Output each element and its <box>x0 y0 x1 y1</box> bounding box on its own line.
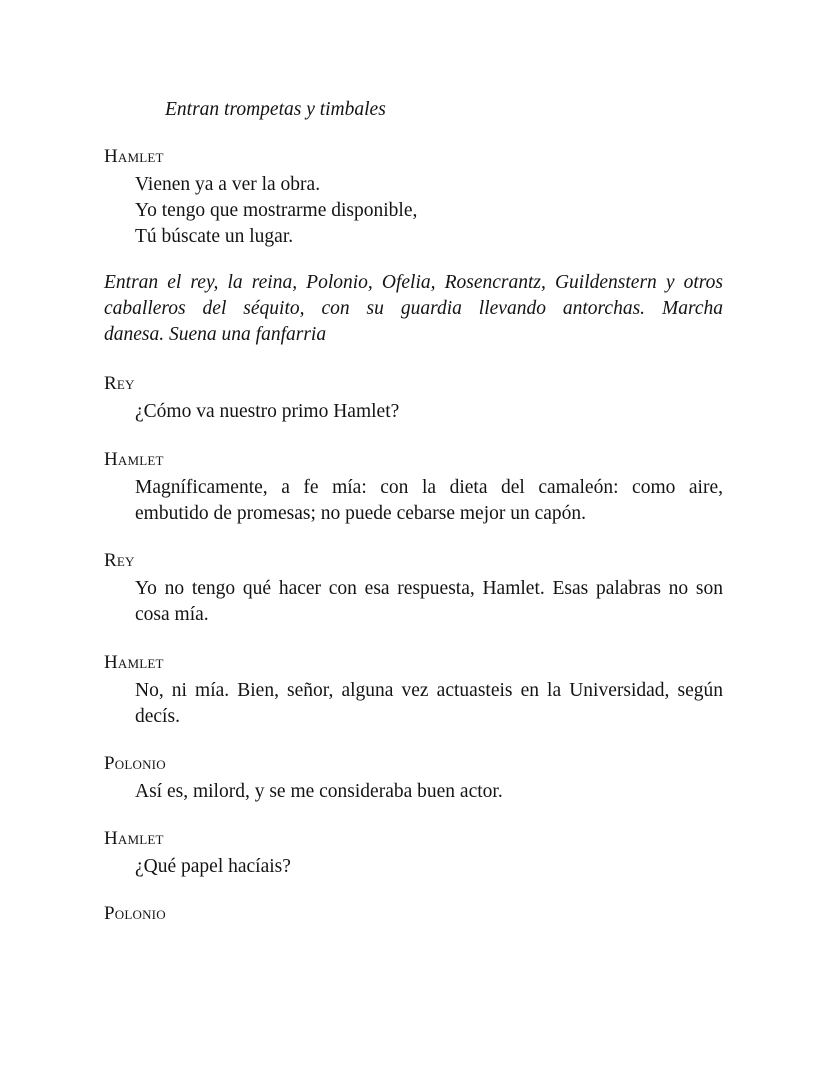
speaker-name: Hamlet <box>104 652 164 673</box>
speech-line: cosa mía. <box>135 604 209 625</box>
speaker-name: Hamlet <box>104 828 164 849</box>
stage-direction-court-entry <box>104 270 723 348</box>
verse-line: Yo tengo que mostrarme disponible, <box>135 200 418 221</box>
speech-paragraph <box>135 678 723 730</box>
speaker-name: Rey <box>104 373 135 394</box>
speech-line: Yo no tengo qué hacer con esa respuesta, Hamlet. Esas palabras no son <box>135 578 723 599</box>
speech-line: decís. <box>135 706 180 727</box>
verse-line: Tú búscate un lugar. <box>135 226 294 247</box>
speaker-name: Hamlet <box>104 146 164 167</box>
speech-line: embutido de promesas; no puede cebarse mejor un capón. <box>135 503 587 524</box>
speaker-name: Rey <box>104 550 135 571</box>
speech-line: Magníficamente, a fe mía: con la dieta del camaleón: como aire, <box>135 477 723 498</box>
direction-line: Entran el rey, la reina, Polonio, Ofelia, Rosencrantz, Guildenstern y otros <box>104 272 723 293</box>
speaker-name: Polonio <box>104 903 166 924</box>
speech-line: ¿Qué papel hacíais? <box>135 856 291 877</box>
speech-paragraph <box>135 576 723 628</box>
speaker-name: Hamlet <box>104 449 164 470</box>
direction-line: danesa. Suena una fanfarria <box>104 324 327 345</box>
stage-direction-trumpets: Entran trompetas y timbales <box>165 99 386 120</box>
verse-line: Vienen ya a ver la obra. <box>135 174 321 195</box>
speech-line: No, ni mía. Bien, señor, alguna vez actuasteis en la Universidad, según <box>135 680 723 701</box>
direction-line: caballeros del séquito, con su guardia llevando antorchas. Marcha <box>104 298 723 319</box>
speech-paragraph <box>135 475 723 527</box>
speech-line: Así es, milord, y se me consideraba buen actor. <box>135 781 503 802</box>
speech-line: ¿Cómo va nuestro primo Hamlet? <box>135 401 400 422</box>
speaker-name: Polonio <box>104 753 166 774</box>
